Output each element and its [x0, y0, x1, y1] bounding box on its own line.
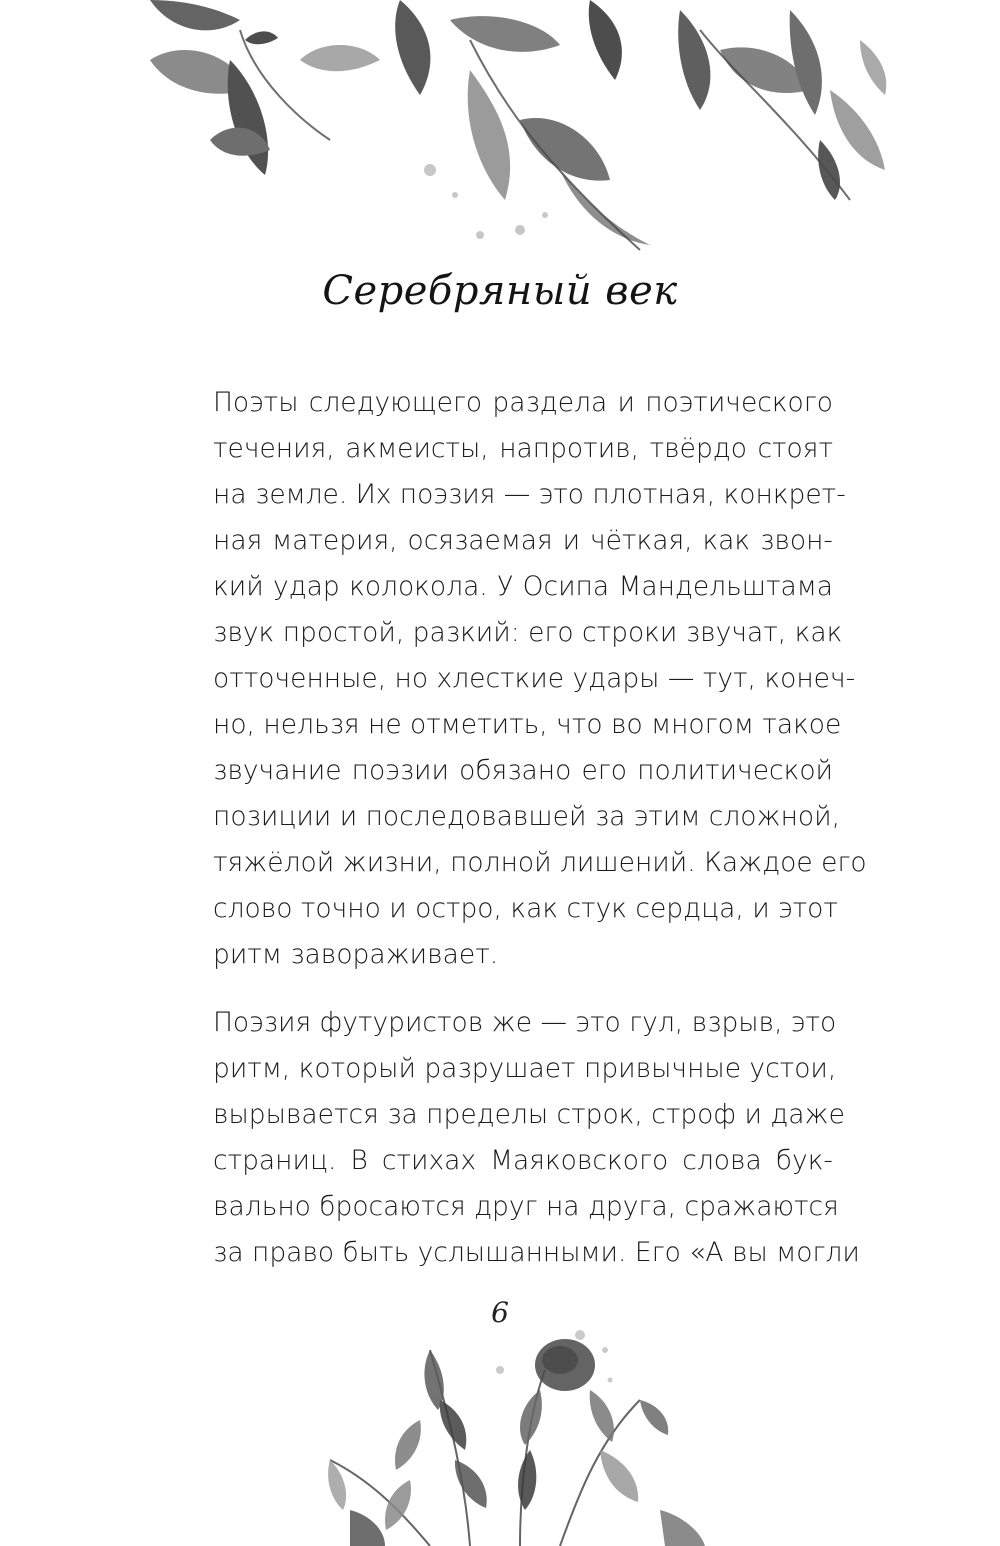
text-line: звучание поэзии обязано его политической [213, 755, 833, 786]
page-number: 6 [491, 1296, 509, 1329]
text-line: отточенные, но хлесткие удары — тут, конеч- [213, 663, 856, 694]
text-line: Поэзия футуристов же — это гул, взрыв, это [213, 1007, 837, 1038]
text-line: позиции и последовавшей за этим сложной, [213, 801, 840, 832]
text-line: вально бросаются друг на друга, сражаются [213, 1191, 839, 1222]
paragraph [213, 1000, 860, 1276]
watercolor-flowers-ornament [0, 1310, 1000, 1546]
text-line: тяжёлой жизни, полной лишений. Каждое его [213, 847, 867, 878]
text-line: звук простой, разкий: его строки звучат, как [213, 617, 843, 648]
text-line: но, нельзя не отметить, что во многом такое [213, 709, 842, 740]
text-line: страниц. В стихах Маяковского слова бук- [213, 1145, 833, 1176]
text-line: ная материя, осязаемая и чёткая, как звон- [213, 525, 833, 556]
text-line: ритм завораживает. [213, 939, 499, 970]
body-text [213, 380, 867, 1298]
text-line: ритм, который разрушает привычные устои, [213, 1053, 837, 1084]
paragraph [213, 380, 867, 978]
text-line: Поэты следующего раздела и поэтического [213, 387, 833, 418]
text-line: течения, акмеисты, напротив, твёрдо стоят [213, 433, 833, 464]
text-line: кий удар колокола. У Осипа Мандельштама [213, 571, 833, 602]
text-line: вырывается за пределы строк, строф и даже [213, 1099, 845, 1130]
text-line: на земле. Их поэзия — это плотная, конкрет- [213, 479, 846, 510]
text-line: слово точно и остро, как стук сердца, и этот [213, 893, 838, 924]
running-head: Серебряный век [322, 268, 678, 314]
watercolor-leaves-ornament [0, 0, 1000, 260]
text-line: за право быть услышанными. Его «А вы могли [213, 1237, 860, 1268]
